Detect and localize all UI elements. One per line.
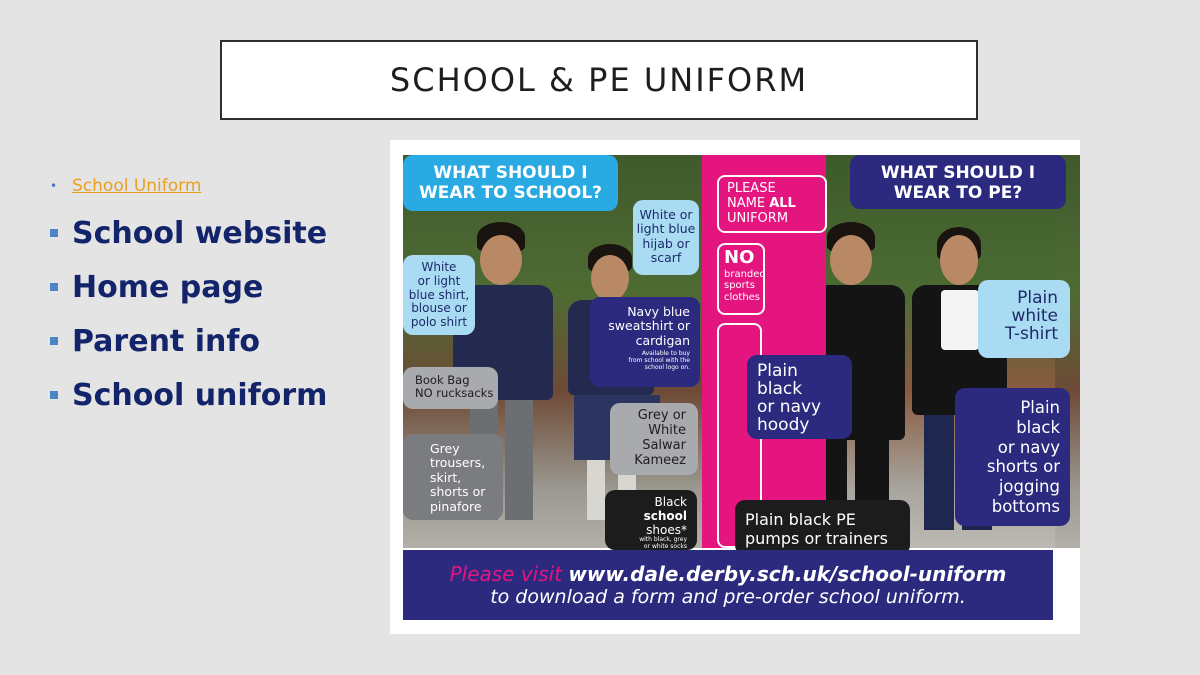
bullet-item xyxy=(50,314,327,368)
trousers-label: Grey trousers, skirt, shorts or pinafore xyxy=(403,434,503,520)
bullet-item xyxy=(50,368,327,422)
footer-line1 xyxy=(403,562,1053,586)
bookbag-label: Book Bag NO rucksacks xyxy=(403,367,498,409)
bullet-text: Home page xyxy=(72,269,264,305)
bullet-item xyxy=(50,206,327,260)
shoes-line2: school xyxy=(643,508,687,523)
bullet-text: School uniform xyxy=(72,377,328,413)
no-branded-text: branded sports clothes xyxy=(724,268,766,303)
pumps-label: Plain black PE pumps or trainers xyxy=(735,500,910,555)
bullet-square-icon xyxy=(50,283,58,291)
bullet-square-icon xyxy=(50,337,58,345)
name-all-line2: NAME ALL xyxy=(727,195,796,211)
bullet-list xyxy=(50,176,327,422)
school-header: WHAT SHOULD I WEAR TO SCHOOL? xyxy=(403,155,618,211)
slide-title: SCHOOL & PE UNIFORM xyxy=(220,40,978,120)
footer-visit: Please visit xyxy=(449,562,569,586)
footer-banner xyxy=(403,550,1053,620)
bullet-link-item xyxy=(50,176,327,196)
school-uniform-link[interactable]: School Uniform xyxy=(72,176,202,196)
tshirt-label: Plain white T-shirt xyxy=(978,280,1070,358)
name-all-uniform-note xyxy=(717,175,827,233)
no-branded-note xyxy=(717,243,765,315)
sweatshirt-text: Navy blue sweatshirt or cardigan xyxy=(608,304,690,348)
shirt-label: White or light blue shirt, blouse or polo shirt xyxy=(403,255,475,335)
salwar-label: Grey or White Salwar Kameez xyxy=(610,403,698,475)
bullet-item xyxy=(50,260,327,314)
sweatshirt-label xyxy=(590,297,700,387)
name-all-line3: UNIFORM xyxy=(727,210,789,226)
shoes-label xyxy=(605,490,697,550)
hoody-label: Plain black or navy hoody xyxy=(747,355,852,439)
footer-url[interactable]: www.dale.derby.sch.uk/school-uniform xyxy=(568,562,1007,586)
bullet-square-icon xyxy=(50,391,58,399)
bullet-dot-icon: • xyxy=(50,179,58,193)
pe-header: WHAT SHOULD I WEAR TO PE? xyxy=(850,155,1066,209)
sweatshirt-note: Available to buy from school with the school logo on. xyxy=(628,350,690,371)
no-label: NO xyxy=(724,247,755,268)
bullet-text: School website xyxy=(72,215,328,251)
name-all-line1: PLEASE xyxy=(727,181,776,196)
uniform-poster xyxy=(390,140,1080,634)
hijab-label: White or light blue hijab or scarf xyxy=(633,200,699,275)
bullet-text: Parent info xyxy=(72,323,261,359)
shoes-line1: Black xyxy=(654,495,687,509)
footer-line2: to download a form and pre-order school uniform. xyxy=(490,586,966,608)
bullet-square-icon xyxy=(50,229,58,237)
shoes-line3: shoes* xyxy=(646,522,687,537)
shorts-label: Plain black or navy shorts or jogging bottoms xyxy=(955,388,1070,526)
shoes-note: with black, grey or white socks xyxy=(639,536,687,551)
